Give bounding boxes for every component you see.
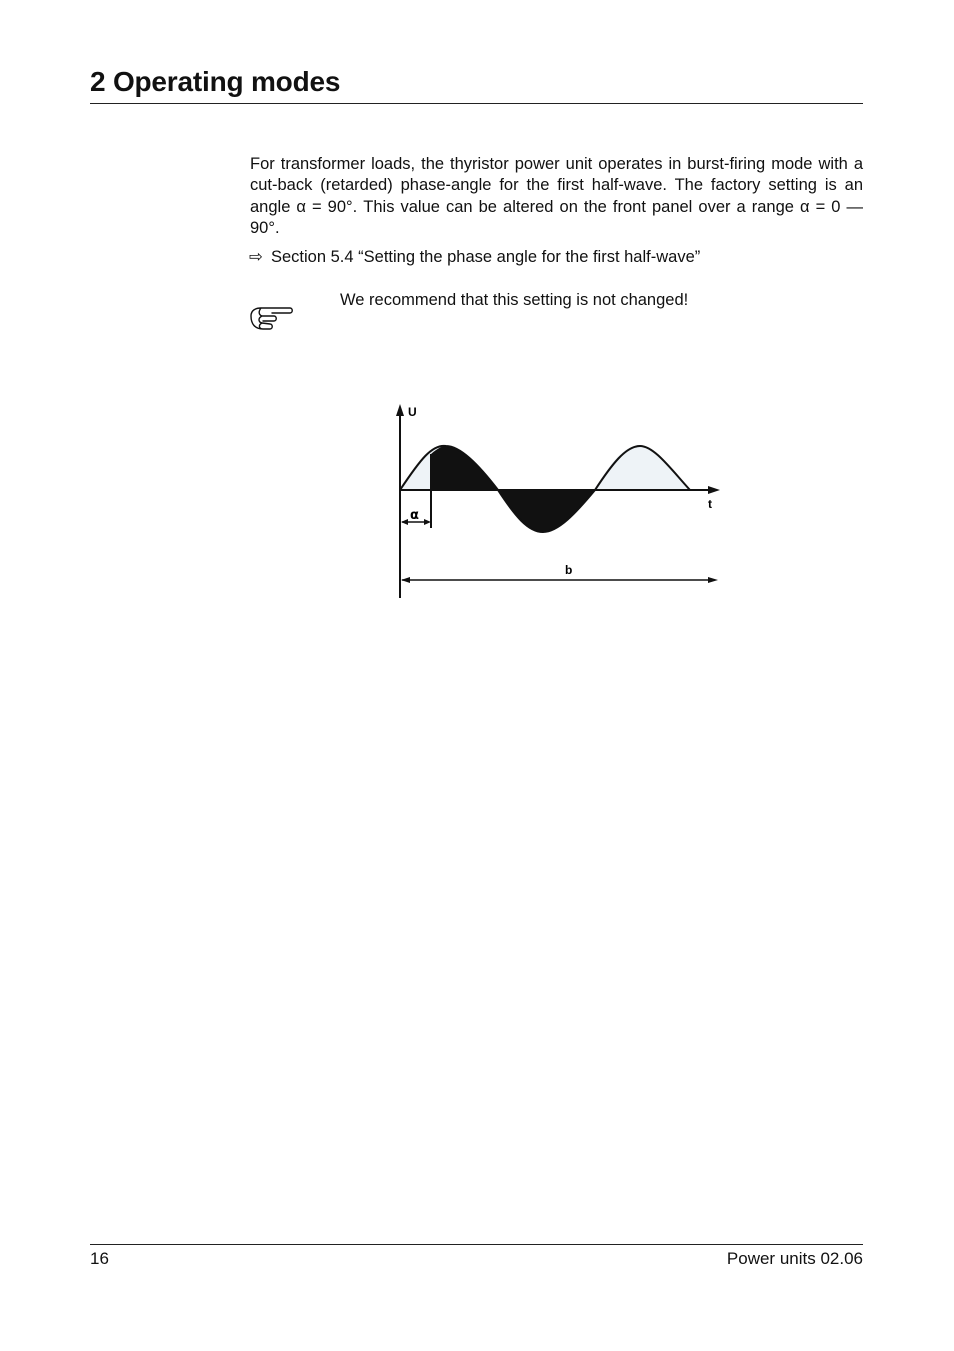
footer-rule (90, 1244, 863, 1245)
page-number: 16 (90, 1249, 109, 1268)
cross-reference-text: Section 5.4 “Setting the phase angle for the first half-wave” (271, 248, 701, 266)
alpha-label: α (410, 508, 419, 523)
header-rule (90, 103, 863, 104)
pointing-hand-icon (248, 303, 294, 331)
document-id: Power units 02.06 (726, 1249, 863, 1268)
b-label: b (565, 563, 573, 577)
chapter-title: 2 Operating modes (90, 66, 341, 97)
y-axis-arrow (396, 404, 404, 416)
x-axis-arrow (708, 486, 720, 494)
arrow-right-icon: ⇨ (249, 248, 263, 266)
note-text: We recommend that this setting is not changed! (340, 291, 689, 309)
cross-reference[interactable] (249, 247, 700, 267)
y-axis-label: U (408, 405, 417, 419)
x-axis-label: t (708, 497, 712, 511)
phase-angle-diagram (390, 398, 730, 604)
body-paragraph: For transformer loads, the thyristor power unit operates in burst-firing mode with a cut-back (retarded) phase-angle for the first half-wave. The factory setting is an angle α = 90°. This value can be altered on the front panel over a range α = 0 — 90°. (250, 155, 863, 237)
